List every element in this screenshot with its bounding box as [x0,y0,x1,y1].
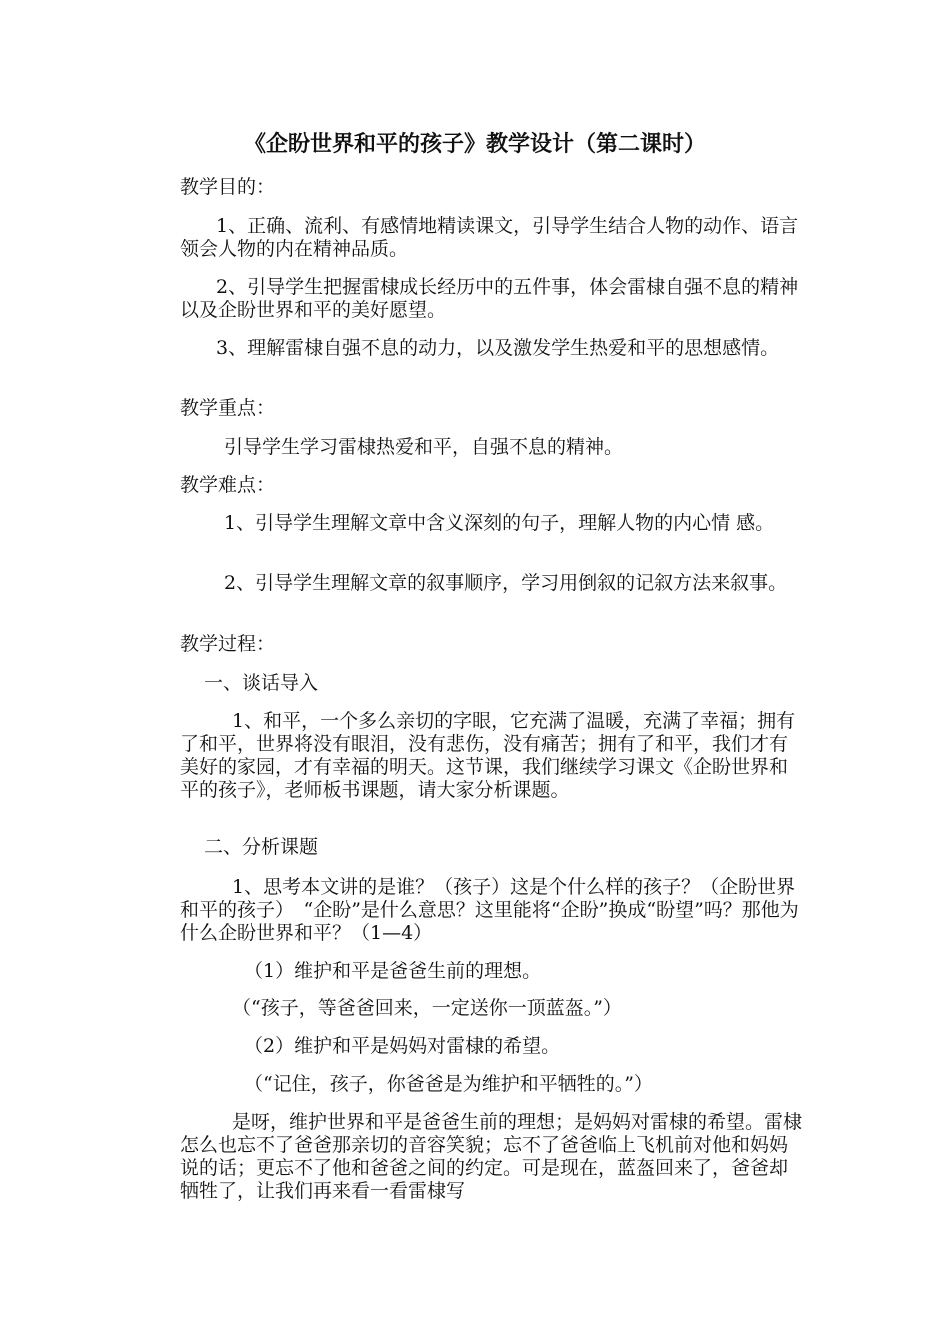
analysis-point-2: （2）维护和平是妈妈对雷棣的希望。 [244,1035,561,1057]
document-title: 《企盼世界和平的孩子》教学设计（第二课时） [243,132,706,157]
difficulty-2: 2、引导学生理解文章的叙事顺序，学习用倒叙的记叙方法来叙事。 [224,572,788,594]
objective-3: 3、理解雷棣自强不息的动力，以及激发学生热爱和平的思想感情。 [216,337,780,359]
objective-2: 2、引导学生把握雷棣成长经历中的五件事，体会雷棣自强不息的精神以及企盼世界和平的美好愿望。 [180,276,799,321]
section-heading-key-points: 教学重点： [180,397,276,419]
objective-1: 1、正确、流利、有感情地精读课文，引导学生结合人物的动作、语言领会人物的内在精神品质。 [180,215,799,260]
analysis-question: 1、思考本文讲的是谁？（孩子）这是个什么样的孩子？（企盼世界和平的孩子） “企盼”是什么意思？这里能将“企盼”换成“盼望”吗？那他为什么企盼世界和平？（1—4） [180,876,799,944]
step-heading-analysis: 二、分析课题 [204,836,319,858]
section-heading-process: 教学过程： [180,633,276,655]
difficulty-1: 1、引导学生理解文章中含义深刻的句子，理解人物的内心情 感。 [224,512,775,534]
analysis-point-1: （1）维护和平是爸爸生前的理想。 [244,960,542,982]
step-heading-introduction: 一、谈话导入 [204,672,319,694]
introduction-paragraph: 1、和平，一个多么亲切的字眼，它充满了温暖，充满了幸福；拥有了和平，世界将没有眼泪，没有悲伤，没有痛苦；拥有了和平，我们才有美好的家园，才有幸福的明天。这节课，我们继续学习课文《企盼世界和平的孩子》，老师板书课题，请大家分析课题。 [180,710,796,801]
analysis-quote-2: （“记住，孩子，你爸爸是为维护和平牺牲的。”） [244,1073,653,1095]
summary-paragraph: 是呀，维护世界和平是爸爸生前的理想；是妈妈对雷棣的希望。雷棣怎么也忘不了爸爸那亲切的音容笑貌；忘不了爸爸临上飞机前对他和妈妈说的话；更忘不了他和爸爸之间的约定。可是现在，蓝盔回来了，爸爸却牺牲了，让我们再来看一看雷棣写 [180,1111,803,1202]
section-heading-objectives: 教学目的： [180,176,276,198]
key-point: 引导学生学习雷棣热爱和平，自强不息的精神。 [224,436,624,458]
section-heading-difficulties: 教学难点： [180,474,276,496]
analysis-quote-1: （“孩子，等爸爸回来，一定送你一顶蓝盔。”） [232,997,622,1019]
